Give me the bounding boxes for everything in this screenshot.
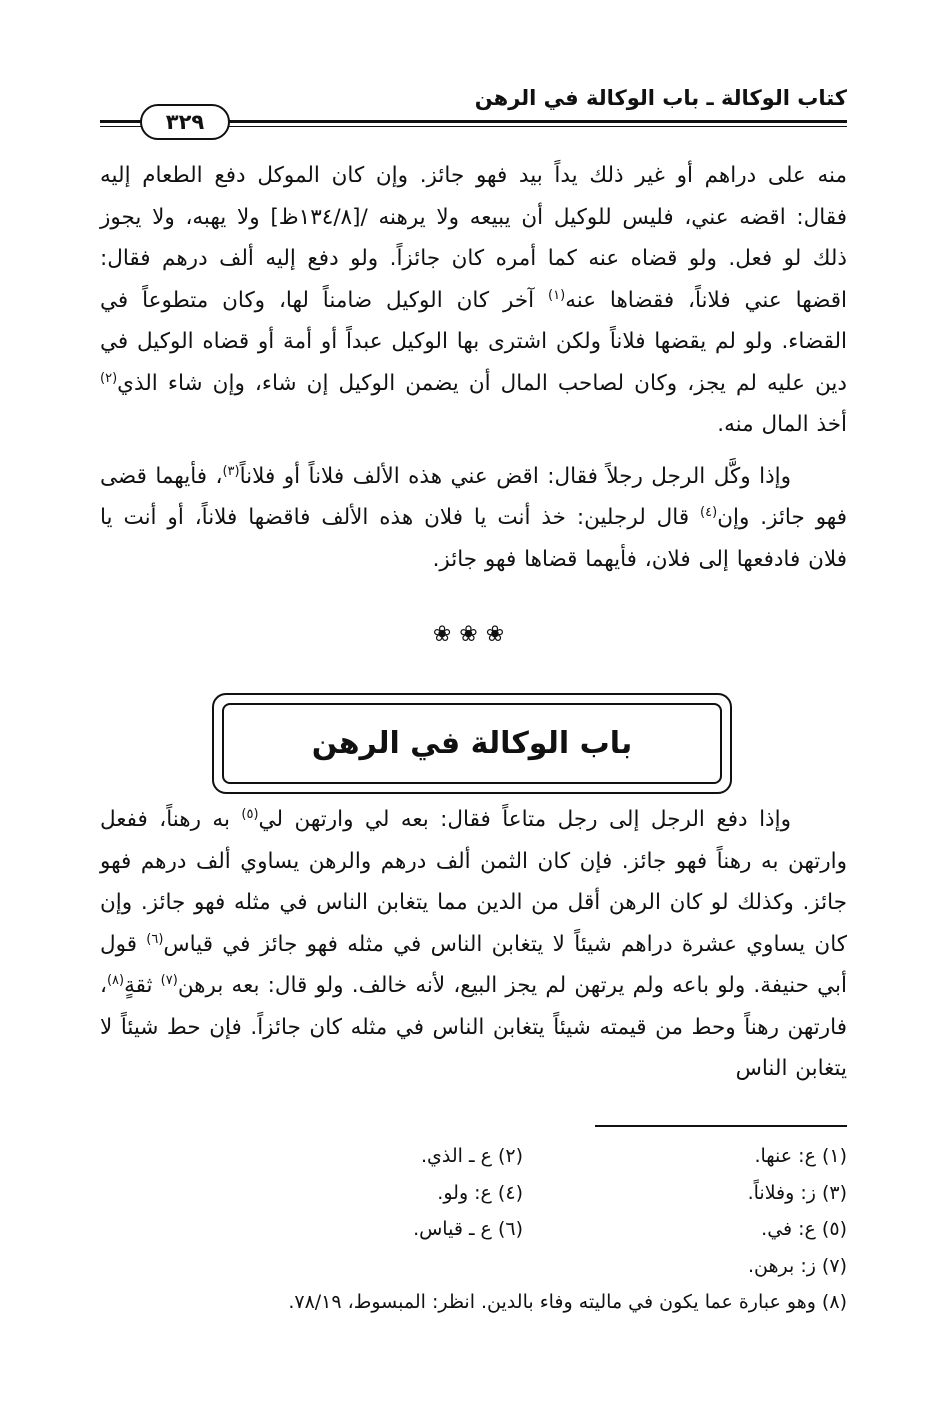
- page-header: [100, 82, 847, 132]
- ornament-separator: ❀❀❀: [432, 622, 513, 647]
- footnote-2: (٢) ع ـ الذي.: [420, 1145, 523, 1167]
- footnote-row: [100, 1138, 847, 1175]
- main-text-top: [100, 155, 847, 580]
- paragraph-2-part-c: قال لرجلين: خذ أنت يا فلان هذه الألف فاقضها فلاناً، أو أنت يا فلان فادفعها إلى فلان، فأيهما قضاها فهو جائز.: [100, 505, 847, 572]
- footnote-3: (٣) ز: وفلاناً.: [747, 1181, 847, 1204]
- chapter-title: باب الوكالة في الرهن: [311, 726, 633, 761]
- footnote-ref-7[interactable]: (٧): [160, 972, 178, 988]
- footnote-6: (٦) ع ـ قياس.: [413, 1218, 523, 1240]
- paragraph-3-part-b: به رهناً، ففعل وارتهن به رهناً فهو جائز. فإن كان الثمن ألف درهم والرهن يساوي ألف درهم فهو جائز. وكذلك لو كان الرهن أقل من الدين مما يتغابن الناس في مثله فهو جائز. وإن كان يساوي عشرة دراهم شيئاً لا يتغابن الناس في مثله فهو جائز في قياس: [100, 807, 847, 957]
- chapter-title-inner-frame: [222, 703, 722, 784]
- paragraph-2-part-b: ، فأيهما قضى فهو جائز. وإن: [100, 463, 847, 530]
- footnote-7: (٧) ز: برهن.: [747, 1254, 847, 1277]
- footnote-4: (٤) ع: ولو.: [437, 1181, 523, 1204]
- footnote-ref-3[interactable]: (٣): [222, 463, 240, 479]
- footnote-ref-2[interactable]: (٢): [100, 370, 118, 386]
- paragraph-3: [100, 799, 847, 1090]
- footnote-row: [100, 1175, 847, 1212]
- footnote-ref-1[interactable]: (١): [548, 287, 566, 303]
- main-text-bottom: [100, 799, 847, 1090]
- paragraph-2: [100, 456, 847, 581]
- footnote-row: [100, 1211, 847, 1248]
- paragraph-2-part-a: وإذا وكَّل الرجل رجلاً فقال: اقض عني هذه الألف فلاناً أو فلاناً: [239, 463, 792, 489]
- footnote-row: [100, 1284, 847, 1321]
- footnote-row: [100, 1248, 847, 1285]
- paragraph-1-part-b: آخر كان الوكيل ضامناً لها، وكان متطوعاً في القضاء. ولو لم يقضها فلاناً ولكن اشترى بها الوكيل عبداً أو أمة أو قضاه الوكيل في دين عليه لم يجز، وكان لصاحب المال أن يضمن الوكيل إن شاء، وإن شاء الذي: [100, 287, 847, 396]
- paragraph-1-part-a: منه على دراهم أو غير ذلك يداً بيد فهو جائز. وإن كان الموكل دفع الطعام إليه فقال: اقضه عني، فليس للوكيل أن يبيعه ولا يرهنه /[١٣٤/٨ظ] ولا يهبه، ولا يجوز ذلك لو فعل. ولو قضاه عنه كما أمره كان جائزاً. ولو دفع إليه ألف درهم فقال: اقضها عني فلاناً، فقضاها عنه: [100, 163, 847, 313]
- paragraph-1-part-c: أخذ المال منه.: [717, 412, 847, 437]
- page-number: ٣٢٩: [140, 104, 230, 140]
- footnote-ref-5[interactable]: (٥): [241, 806, 259, 822]
- footnotes: [100, 1138, 847, 1321]
- paragraph-3-part-c: قول أبي حنيفة. ولو باعه ولم يرتهن لم يجز البيع، لأنه خالف. ولو قال: بعه برهن: [100, 931, 847, 998]
- paragraph-3-part-a: وإذا دفع الرجل إلى رجل متاعاً فقال: بعه لي وارتهن لي: [258, 807, 791, 832]
- footnote-ref-8[interactable]: (٨): [106, 972, 125, 988]
- footnote-ref-6[interactable]: (٦): [146, 931, 164, 947]
- footnote-8: (٨) وهو عبارة عما يكون في ماليته وفاء بالدين. انظر: المبسوط، ٧٨/١٩.: [288, 1291, 847, 1313]
- paragraph-1: [100, 155, 847, 446]
- footnote-rule: [595, 1125, 847, 1127]
- chapter-title-frame: [212, 693, 732, 794]
- footnote-5: (٥) ع: في.: [761, 1218, 847, 1240]
- paragraph-3-part-e: ، فارتهن رهناً وحط من قيمته شيئاً يتغابن الناس في مثله كان جائزاً. فإن حط شيئاً لا يتغابن الناس: [100, 973, 847, 1081]
- footnote-ref-4[interactable]: (٤): [700, 504, 718, 520]
- footnote-1: (١) ع: عنها.: [754, 1145, 847, 1167]
- paragraph-3-part-d: ثقةٍ: [124, 973, 161, 998]
- running-title: كتاب الوكالة ـ باب الوكالة في الرهن: [474, 86, 847, 110]
